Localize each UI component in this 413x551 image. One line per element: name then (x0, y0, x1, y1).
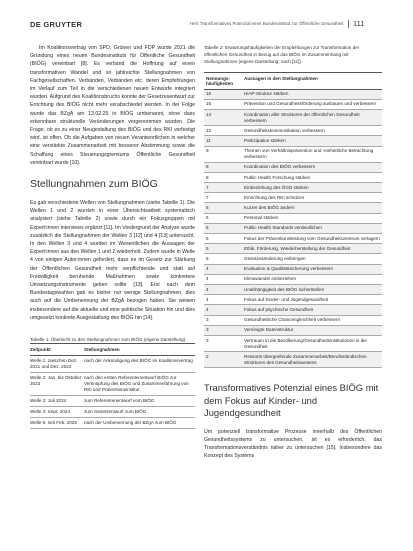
table-cell: Welle 2: Jan. bis Oktober 2023 (30, 373, 84, 396)
table-header-cell: Zeitpunkt (30, 344, 84, 356)
table-row (30, 396, 195, 407)
table-row (204, 162, 382, 172)
table-cell: Personal stärken (244, 213, 382, 223)
table-cell: Gesundheitskommunikation verbessern (244, 126, 382, 136)
table-cell: Vereinigte Datenstruktur (244, 325, 382, 335)
table-cell: Public Health Standards verdeutlichen (244, 223, 382, 233)
table-row (204, 136, 382, 146)
table2-caption: Tabelle 2: Erwartungshäufigkeiten der Empfehlungen zur Transformation der öffentlichen Gesundheit in Bezug auf das BIÖG im Zusammenhang mit Stellungnahmen (eigene Darstellung; nach [11]). (204, 45, 360, 65)
table-cell: Welle 3: Juli 2024 (30, 396, 84, 407)
table-row (204, 305, 382, 315)
table-cell: Koordination aller Strukturen der öffentlichen Gesundheit verbessern (244, 109, 382, 125)
table-header-row (204, 72, 382, 89)
table-row (204, 99, 382, 109)
table-row (204, 146, 382, 162)
running-title: Hell: Transformatives Potenzial einer Bundesinstitut zur Öffentliche Gesundheit (190, 21, 344, 26)
table-row (204, 109, 382, 125)
table-row (204, 203, 382, 213)
table-header-row (30, 344, 195, 356)
table-row (204, 89, 382, 99)
table-row (204, 213, 382, 223)
table-cell: 5 (204, 244, 244, 254)
table-cell: 14 (204, 109, 244, 125)
table-cell: 4 (204, 274, 244, 284)
table-row (204, 295, 382, 305)
table-header-cell: Stellungnahmen (84, 344, 195, 356)
table-cell: Prävention und Gesundheitsförderung ausbauen und verbessern (244, 99, 382, 109)
table-row (204, 223, 382, 233)
table-cell: 5 (204, 234, 244, 244)
left-column (30, 44, 195, 429)
table-cell: 7 (204, 193, 244, 203)
table-cell: 15 (204, 99, 244, 109)
table-cell: 8 (204, 172, 244, 182)
table-cell: 6 (204, 203, 244, 213)
table-row (204, 325, 382, 335)
table-row (204, 193, 382, 203)
table-cell: Fokus auf Kinder- und Jugendgesundheit (244, 295, 382, 305)
table-cell: Einrichtung des RKI schützen (244, 193, 382, 203)
table-cell: 16 (204, 89, 244, 99)
table-cell: 6 (204, 223, 244, 233)
table-cell: 8 (204, 162, 244, 172)
table-cell: nach den ersten Referentenentwurf BIÖG zur Verknüpfung des BIÖG und Zusammenführung von RKI und Präventionsinstitut (84, 373, 195, 396)
table-row (204, 244, 382, 254)
publisher-logo: DE GRUYTER (30, 20, 83, 29)
right-column (204, 44, 382, 461)
table-cell: Klimawandel einbeziehen (244, 274, 382, 284)
table-header-cell: Aussagen in den Stellungnahmen (244, 72, 382, 89)
table-cell: Evaluation & Qualitätssicherung verbessern (244, 264, 382, 274)
table-cell: 7 (204, 183, 244, 193)
table-cell: Partizipation stärken (244, 136, 382, 146)
intro-paragraph: Im Koalitionsvertrag von SPD, Grünen und FDP wurde 2021 die Gründung eines neuen Bundesinstituts für Öffentliche Gesundheit (BIÖG) vereinbart [8]. Es verband die Hoffnung auf einen transformativen Wandel und so jahlreichte Stellungnahmen von Fachgesellschaften. Verbänden, Verbänden etc. deren Empfehlungen im Verlauf zum Teil in die verschiedenen neuen Entwürfe integriert wurden. Aufgrund des Koalitionsbruchs konnte der Gesetzesentwurf zur Errichtung des BIÖG nicht mehr verabschiedet werden. In der Folge wurde das BZgA am 13.02.25 in BIÖG umbenannt, ohne dass erkennbare strukturelle Veränderungen vorgenommen wurden. Die Frage, ob es zu einer Neugestaltung des BIÖG und des RKI verfestigt wird, ist offen. Ob die Aufgaben von neuen Verantwortlichen in welcher eine verstärkte Zusammenarbeit mit besserer Abstimmung sowie die Schaffung eines Steuerungsgremiums Öffentliche Gesundheit vereinbart wurde [10]. (30, 45, 195, 166)
table-cell: Welle 5: seit Feb. 2025 (30, 418, 84, 429)
table-row (204, 234, 382, 244)
section-heading: Stellungnahmen zum BIÖG (30, 178, 158, 191)
recommendations-table (204, 72, 382, 369)
table-cell: nach der Ankündigung des BIÖG im Koalitionsvertrag (84, 356, 195, 373)
table-cell: 9 (204, 146, 244, 162)
table-row (30, 407, 195, 418)
table-row (204, 274, 382, 284)
statements-table (30, 343, 195, 429)
table-cell: 3 (204, 335, 244, 351)
page-header (0, 0, 413, 34)
table-cell: Welle 4: Sept. 2024 (30, 407, 84, 418)
table-cell: nach der Umbenennung der BZgA zum BIÖG (84, 418, 195, 429)
table-cell: 3 (204, 325, 244, 335)
table-cell: 11 (204, 136, 244, 146)
table1-caption: Tabelle 1: Übersicht zu den Stellungnahmen zum BIÖG (eigene Darstellung). (30, 337, 187, 343)
table-row (204, 172, 382, 182)
table-cell: zum Gesetzentwurf zum BIÖG (84, 407, 195, 418)
table-cell: Themen von Verhältnisprävention und -einheitliche Betrachtung verbessern (244, 146, 382, 162)
section-heading: Transformatives Potenzial eines BIÖG mit dem Fokus auf Kinder- und Jugendgesundheit (204, 382, 379, 419)
table-cell: 3 (204, 315, 244, 325)
page-number: 111 (353, 19, 365, 28)
table-cell: Fokus auf psychische Gesundheit (244, 305, 382, 315)
table-cell: 4 (204, 264, 244, 274)
table-cell: Einbeziehung des ÖGD stärken (244, 183, 382, 193)
table-header-cell: Nennungshäufigkeiten (204, 72, 244, 89)
table-cell: 5 (204, 254, 244, 264)
header-divider (348, 20, 349, 28)
table-cell: Welle 1: zwischen Dez. 2021 und Dez. 2022 (30, 356, 84, 373)
table-cell: zum Referentenentwurf vom BIÖG (84, 396, 195, 407)
table-cell: 6 (204, 213, 244, 223)
table-cell: Ressorts übergreifende Zusammenarbeit/Berufsständischen Strukturen des Gesundheitswesens (244, 352, 382, 368)
table-row (204, 264, 382, 274)
table-row (204, 254, 382, 264)
table-row (204, 352, 382, 368)
section-paragraph: Es gab verschiedene Wellen von Stellungnahmen (siehe Tabelle 1). Die Wellen 1 und 2 wurden in einer Übersichtsarbeit systematisch analysiert (siehe Tabelle 2) sowie durch ein Fokusgruppen mit Expert:innen interviews ergänzt [11]. Im Vordergrund der Analyse wurde zusätzlich die Stellungnahmen der Wellen 3 [12] und 4 [13] untersucht. In den Wellen 3 und 4 wurden im Wesentlichen die Aussagen der Expert:innen aus den Wellen 1 und 2 wiederholt. Zudem wurde in Welle 4 von einigen Autor:innen gefordert, dass es im Gesetz zur Stärkung der Öffentlichen Gesundheit mehr verpflichtende und statt auf Freiwilligkeit beruhende Maßnahmen sowie konkretere Umsetzungsinstrumente geben sollte [13]. Erst nach dem Bundestagswahlen gab es bisher nur wenige Stellungnahmen, dies auch auf die Umbenennung der BZgA bezogen haben. Sie weisen insbesondere auf die aktuelle und eine politische Situation hin und dies umgesetzt konkrete Ausgestaltung des BIÖG hin [14]. (30, 200, 195, 321)
table-cell: HiAP-Struktur stärken (244, 89, 382, 99)
table-cell: Gesetzesänderung einbringen (244, 254, 382, 264)
table-cell: Unabhängigkeit des BIÖG sicherstellen (244, 284, 382, 294)
table-cell: 4 (204, 284, 244, 294)
table-row (204, 315, 382, 325)
table-cell: Koordination des BIÖG verbessern (244, 162, 382, 172)
table-cell: Kurzer des BIÖG ändern (244, 203, 382, 213)
table-cell: Gesundheitliche Chancengleichheit verbessern (244, 315, 382, 325)
table-cell: Public Health Forschung stärken (244, 172, 382, 182)
table-row (204, 183, 382, 193)
section-paragraph: Um potenziell transformative Prozesse innerhalb des Öffentlichen Gesundheitssystems zu untersuchen, ist es erforderlich, das Transformationsverständnis näher zu untersuchen [15]. Insbesondere das Konzept des Systems (204, 428, 382, 460)
table-cell: 4 (204, 305, 244, 315)
table-row (30, 356, 195, 373)
table-row (30, 418, 195, 429)
table-cell: Fokus der Präventionsleistung vom Gesundheitszentrum verlagern (244, 234, 382, 244)
table-row (204, 284, 382, 294)
table-cell: 13 (204, 126, 244, 136)
table-row (30, 373, 195, 396)
table-cell: 4 (204, 295, 244, 305)
table-row (204, 126, 382, 136)
table-cell: Vertrauen in die Bevölkerung/Gesundheitsinstitutionen in die Gesundheit (244, 335, 382, 351)
table-cell: Ethik, Förderung, Wiederherstellung der Gesundheit (244, 244, 382, 254)
table-cell: 2 (204, 352, 244, 368)
table-row (204, 335, 382, 351)
